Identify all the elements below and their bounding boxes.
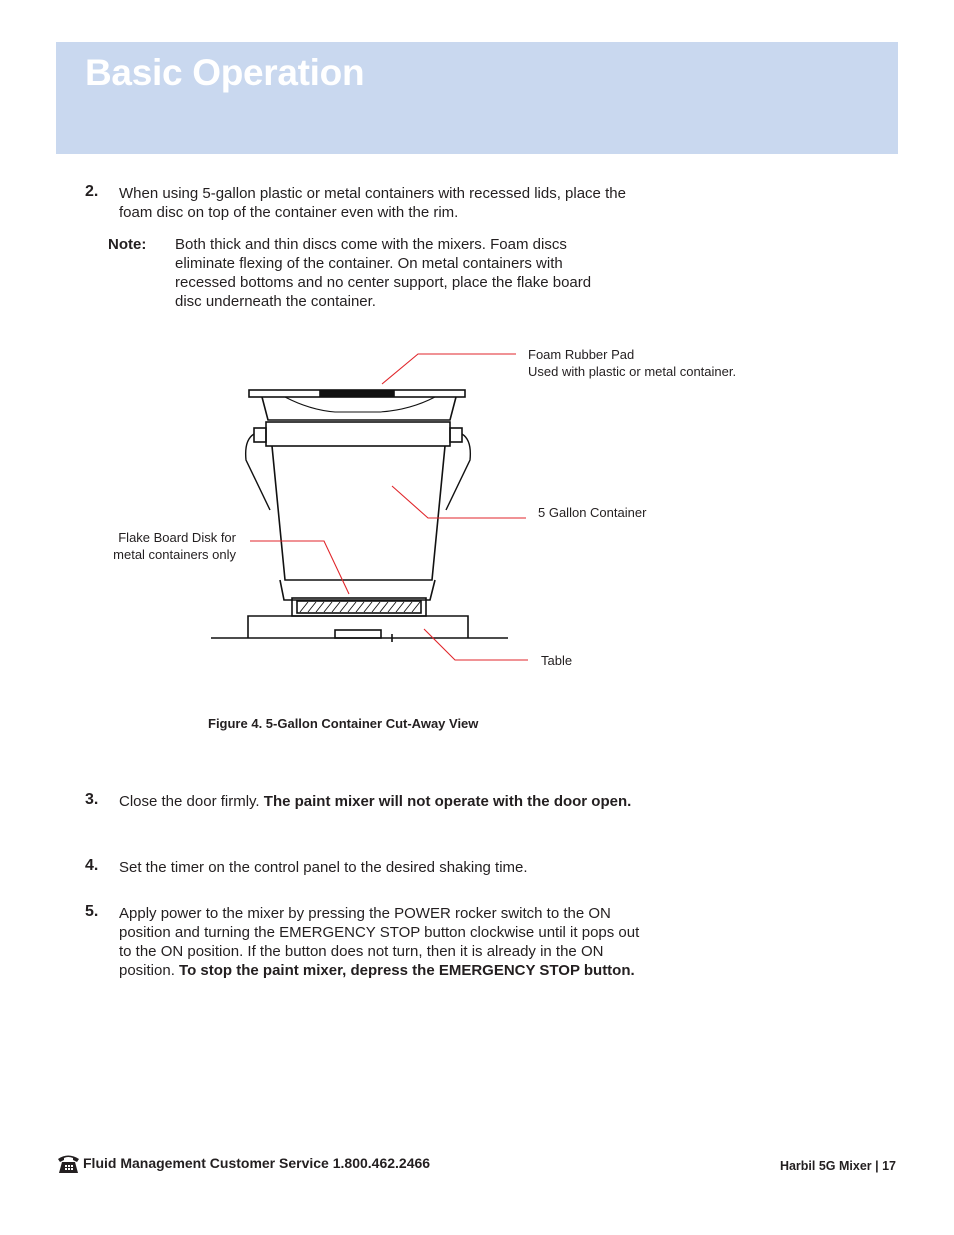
note-text: Both thick and thin discs come with the mixers. Foam discs eliminate flexing of the container. On metal containers with recessed bottoms and no center support, place the flake board disc underneath the container.: [175, 236, 592, 310]
step-number: 4.: [85, 857, 99, 874]
step-number: 3.: [85, 791, 99, 808]
footer-left-text: Fluid Management Customer Service 1.800.462.2466: [83, 1155, 431, 1171]
note-label: Note:: [108, 236, 147, 253]
step-text: When using 5-gallon plastic or metal containers with recessed lids, place the foam disc on top of the container even with the rim.: [119, 185, 626, 221]
callout-flake-board-line1: Flake Board Disk for: [118, 530, 236, 545]
figure-caption: Figure 4. 5-Gallon Container Cut-Away View: [208, 716, 479, 731]
step-text-bold: To stop the paint mixer, depress the EMERGENCY STOP button.: [179, 962, 635, 979]
footer-page-number: Harbil 5G Mixer | 17: [779, 1159, 896, 1173]
step-text: [119, 904, 655, 980]
step-text: [119, 792, 655, 811]
callout-foam-pad-title: Foam Rubber Pad: [528, 347, 635, 362]
callout-flake-board: [96, 529, 236, 563]
telephone-icon: [56, 1152, 81, 1174]
callout-flake-board-line2: metal containers only: [113, 547, 236, 562]
header-band: [56, 42, 898, 154]
step-text: Set the timer on the control panel to the desired shaking time.: [119, 859, 528, 876]
callout-container: 5 Gallon Container: [538, 505, 647, 520]
step-number: 5.: [85, 903, 99, 920]
step-text-plain: Close the door firmly.: [119, 793, 264, 810]
footer-customer-service: [56, 1152, 430, 1174]
callout-table: Table: [541, 653, 573, 668]
step-number: 2.: [85, 183, 99, 200]
callout-foam-pad: [528, 346, 736, 380]
step-text-plain: Apply power to the mixer by pressing the POWER rocker switch to the ON position and turning the EMERGENCY STOP button clockwise until it pops out to the ON position. If the button does not turn, then it is already in the ON position.: [119, 905, 640, 979]
step-text-bold: The paint mixer will not operate with the door open.: [263, 793, 632, 810]
page-title: Basic Operation: [85, 52, 365, 93]
callout-foam-pad-desc: Used with plastic or metal container.: [528, 364, 737, 379]
